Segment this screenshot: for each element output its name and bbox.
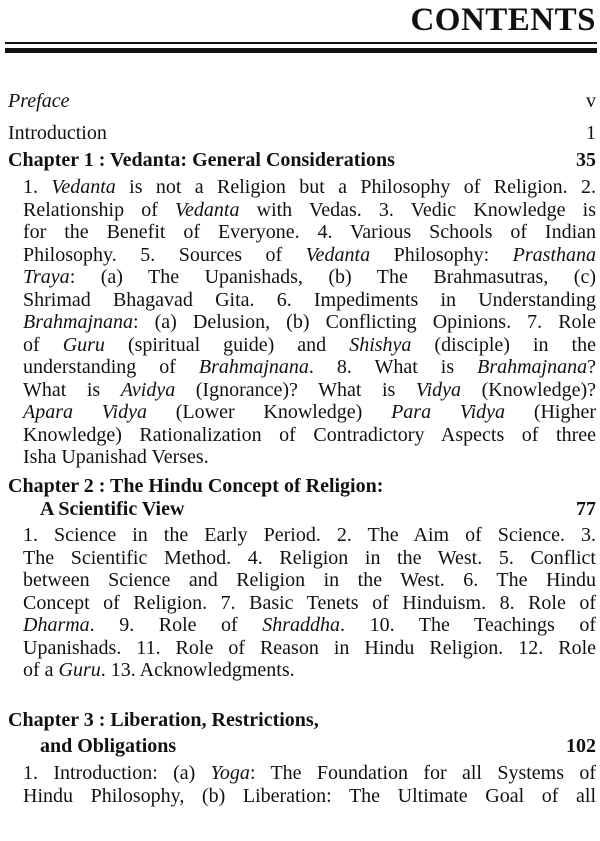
italic-term: Apara Vidya: [23, 401, 147, 423]
text-run: Isha Upanishad Verses.: [23, 446, 209, 468]
toc-description-line: [23, 334, 596, 356]
toc-description-line: [23, 547, 596, 569]
italic-term: Shishya: [349, 333, 412, 356]
italic-term: Vedanta: [175, 198, 240, 221]
text-run: Philosophy. 5. Sources of: [23, 243, 306, 266]
toc-description-line: [23, 614, 596, 636]
text-run: The Scientific Method. 4. Religion in the West. 5. Conflict: [23, 546, 596, 569]
text-run: . 13. Acknowledgments.: [100, 659, 295, 681]
text-run: is not a Religion but a Philosophy of Religion. 2.: [115, 176, 596, 198]
text-run: with Vedas. 3. Vedic Knowledge is: [239, 198, 596, 221]
italic-term: Prasthana: [512, 243, 597, 266]
text-run: What is: [23, 378, 121, 401]
toc-page-number: 35: [576, 149, 596, 171]
text-run: . 10. The Teachings of: [340, 614, 597, 636]
text-run: Upanishads. 11. Role of Reason in Hindu Religion. 12. Role: [23, 636, 596, 659]
toc-entry-title: Chapter 2 : The Hindu Concept of Religion:: [8, 475, 384, 497]
toc-description-line: [23, 266, 596, 288]
text-run: ?: [587, 356, 596, 378]
toc-description-line: [23, 379, 596, 401]
toc-entry-title: Chapter 1 : Vedanta: General Considerations: [8, 149, 395, 171]
text-run: (Knowledge)?: [461, 378, 596, 401]
text-run: : (a) Delusion, (b) Conflicting Opinions. 7. Role: [133, 311, 596, 333]
italic-term: Vedanta: [305, 243, 371, 266]
toc-description-line: [23, 221, 596, 243]
italic-term: Dharma: [23, 614, 90, 636]
text-run: understanding of: [23, 356, 199, 378]
toc-description-line: [23, 176, 596, 198]
text-run: of: [23, 333, 63, 356]
italic-term: Brahmajnana: [23, 311, 133, 333]
text-run: . 8. What is: [308, 356, 478, 378]
italic-term: Traya: [23, 266, 70, 288]
toc-description-line: [23, 244, 596, 266]
toc-description-line: [23, 785, 596, 807]
italic-term: Vidya: [415, 378, 462, 401]
italic-term: Guru: [58, 659, 101, 681]
text-run: : The Foundation for all Systems of: [249, 762, 597, 784]
italic-term: Guru: [62, 333, 105, 356]
italic-term: Brahmajnana: [198, 356, 309, 378]
toc-description-line: [23, 446, 209, 468]
toc-entry-title: and Obligations: [40, 735, 177, 757]
toc-entry-title: Chapter 3 : Liberation, Restrictions,: [8, 709, 319, 731]
toc-entry-title: Preface: [8, 90, 70, 112]
toc-page-number: 77: [576, 498, 596, 520]
text-run: (Lower Knowledge): [146, 401, 392, 423]
text-run: Knowledge) Rationalization of Contradictory Aspects of three: [23, 423, 596, 446]
text-run: Hindu Philosophy, (b) Liberation: The Ultimate Goal of all: [23, 784, 596, 807]
text-run: : (a) The Upanishads, (b) The Brahmasutras, (c): [69, 266, 596, 288]
toc-description-line: [23, 524, 596, 546]
italic-term: Shraddha: [262, 614, 341, 636]
text-run: (Ignorance)? What is: [175, 378, 416, 401]
toc-description-line: [23, 199, 596, 221]
toc-description-line: [23, 424, 596, 446]
italic-term: Brahmajnana: [477, 356, 588, 378]
toc-description-line: [23, 311, 596, 333]
text-run: (Higher: [505, 401, 597, 423]
header-rule-thick: [5, 48, 597, 53]
page-title: CONTENTS: [410, 2, 596, 38]
toc-description-line: [23, 289, 596, 311]
italic-term: Avidya: [120, 378, 176, 401]
italic-term: Para Vidya: [391, 401, 506, 423]
text-run: (disciple) in the: [411, 333, 596, 356]
toc-description-line: [23, 762, 596, 784]
text-run: (spiritual guide) and: [104, 333, 350, 356]
toc-entry-title: A Scientific View: [40, 498, 185, 520]
text-run: Concept of Religion. 7. Basic Tenets of Hinduism. 8. Role of: [23, 591, 596, 614]
text-run: . 9. Role of: [89, 614, 263, 636]
toc-description-line: [23, 659, 295, 681]
toc-page-number: 1: [586, 122, 596, 144]
toc-description-line: [23, 356, 596, 378]
toc-description-line: [23, 637, 596, 659]
text-run: Philosophy:: [370, 243, 513, 266]
italic-term: Vedanta: [51, 176, 116, 198]
text-run: for the Benefit of Everyone. 4. Various Schools of Indian: [23, 221, 596, 243]
text-run: 1. Introduction: (a): [23, 762, 211, 784]
toc-description-line: [23, 569, 596, 591]
text-run: Relationship of: [23, 198, 176, 221]
text-run: Shrimad Bhagavad Gita. 6. Impediments in Understanding: [23, 288, 596, 311]
toc-page-number: v: [586, 90, 596, 112]
header-rule-thin: [5, 42, 597, 44]
text-run: 1. Science in the Early Period. 2. The Aim of Science. 3.: [23, 524, 596, 546]
text-run: between Science and Religion in the West. 6. The Hindu: [23, 569, 596, 591]
toc-entry-title: Introduction: [8, 122, 107, 144]
toc-description-line: [23, 401, 596, 423]
text-run: of a: [23, 659, 59, 681]
toc-description-line: [23, 592, 596, 614]
text-run: 1.: [23, 176, 52, 198]
italic-term: Yoga: [210, 762, 250, 784]
toc-page-number: 102: [566, 735, 596, 757]
